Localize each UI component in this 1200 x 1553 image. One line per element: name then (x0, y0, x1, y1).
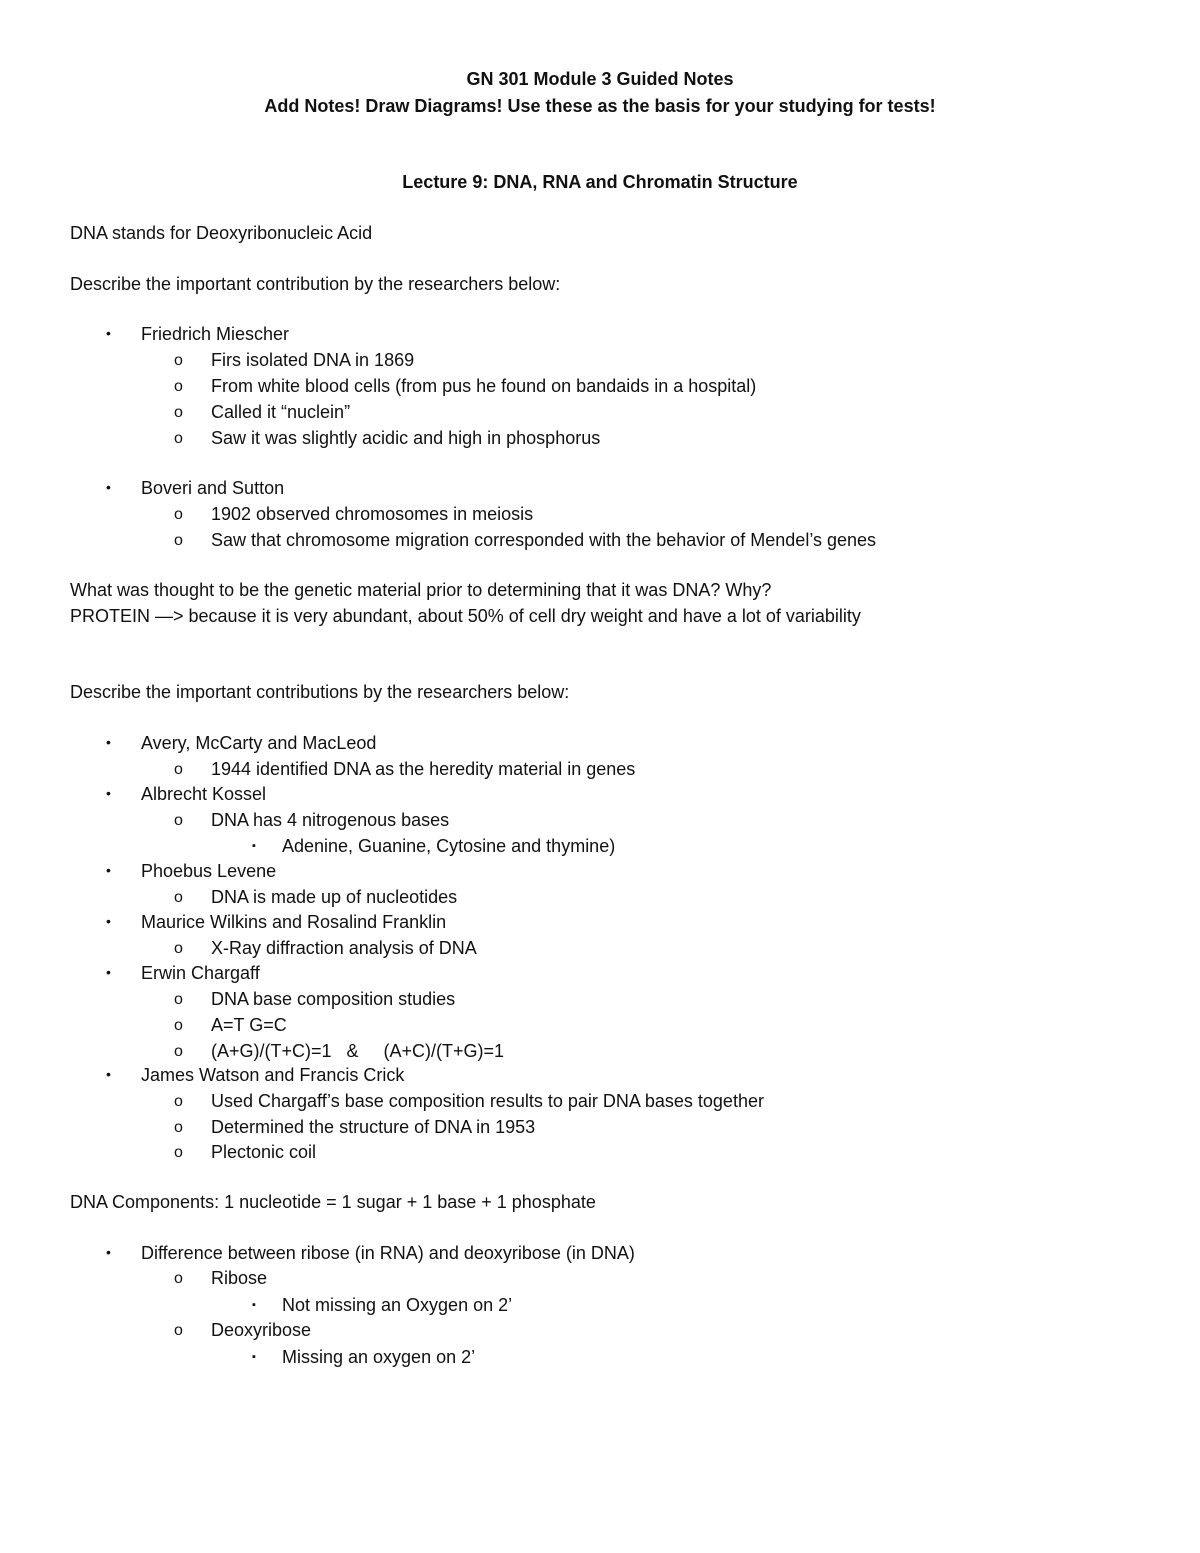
list-item: DNA is made up of nucleotides (211, 887, 458, 907)
dna-definition: DNA stands for Deoxyribonucleic Acid (70, 223, 373, 243)
list-item: Ribose (211, 1268, 268, 1288)
circle-bullet-icon: o (174, 812, 183, 829)
list-item: Saw that chromosome migration corresponded with the behavior of Mendel’s genes (211, 530, 877, 550)
document-title: GN 301 Module 3 Guided Notes (466, 69, 734, 89)
square-bullet-icon: ▪ (252, 1351, 256, 1363)
circle-bullet-icon: o (174, 1322, 183, 1339)
dna-components: DNA Components: 1 nucleotide = 1 sugar + 1 base + 1 phosphate (70, 1192, 596, 1212)
circle-bullet-icon: o (174, 378, 183, 395)
circle-bullet-icon: o (174, 940, 183, 957)
list-item: Deoxyribose (211, 1320, 312, 1340)
list-item: Used Chargaff’s base composition results to pair DNA bases together (211, 1091, 764, 1111)
list-item: Missing an oxygen on 2’ (282, 1347, 476, 1367)
ribose-difference: Difference between ribose (in RNA) and deoxyribose (in DNA) (141, 1243, 635, 1263)
list-item: Plectonic coil (211, 1142, 317, 1162)
question-text: What was thought to be the genetic material prior to determining that it was DNA? Why? (70, 580, 772, 600)
list-item: Not missing an Oxygen on 2’ (282, 1295, 513, 1315)
list-item: From white blood cells (from pus he found on bandaids in a hospital) (211, 376, 757, 396)
circle-bullet-icon: o (174, 1043, 183, 1060)
list-item: Saw it was slightly acidic and high in phosphorus (211, 428, 601, 448)
bullet-icon: • (106, 785, 111, 801)
researcher-miescher: Friedrich Miescher (141, 324, 290, 344)
circle-bullet-icon: o (174, 1017, 183, 1034)
bullet-icon: • (106, 1066, 111, 1082)
square-bullet-icon: ▪ (252, 1299, 256, 1311)
lecture-heading: Lecture 9: DNA, RNA and Chromatin Structure (402, 172, 798, 192)
document-subtitle: Add Notes! Draw Diagrams! Use these as the basis for your studying for tests! (264, 96, 936, 116)
list-item: Firs isolated DNA in 1869 (211, 350, 415, 370)
circle-bullet-icon: o (174, 889, 183, 906)
bullet-icon: • (106, 325, 111, 341)
bullet-icon: • (106, 479, 111, 495)
list-item: A=T G=C (211, 1015, 287, 1035)
researcher-chargaff: Erwin Chargaff (141, 963, 260, 983)
question-answer: PROTEIN —> because it is very abundant, about 50% of cell dry weight and have a lot of variability (70, 606, 861, 626)
list-item: DNA base composition studies (211, 989, 456, 1009)
circle-bullet-icon: o (174, 1093, 183, 1110)
circle-bullet-icon: o (174, 532, 183, 549)
list-item: X-Ray diffraction analysis of DNA (211, 938, 477, 958)
list-item: DNA has 4 nitrogenous bases (211, 810, 450, 830)
bullet-icon: • (106, 1244, 111, 1260)
bullet-icon: • (106, 964, 111, 980)
circle-bullet-icon: o (174, 1119, 183, 1136)
section-prompt: Describe the important contributions by the researchers below: (70, 682, 570, 702)
circle-bullet-icon: o (174, 404, 183, 421)
circle-bullet-icon: o (174, 991, 183, 1008)
list-item: Adenine, Guanine, Cytosine and thymine) (282, 836, 616, 856)
researcher-watson-crick: James Watson and Francis Crick (141, 1065, 405, 1085)
list-item: 1944 identified DNA as the heredity material in genes (211, 759, 636, 779)
list-item: Determined the structure of DNA in 1953 (211, 1117, 536, 1137)
researcher-wilkins: Maurice Wilkins and Rosalind Franklin (141, 912, 447, 932)
circle-bullet-icon: o (174, 352, 183, 369)
researcher-boveri: Boveri and Sutton (141, 478, 285, 498)
researcher-kossel: Albrecht Kossel (141, 784, 267, 804)
bullet-icon: • (106, 913, 111, 929)
list-item: (A+G)/(T+C)=1 & (A+C)/(T+G)=1 (211, 1041, 505, 1061)
list-item: 1902 observed chromosomes in meiosis (211, 504, 534, 524)
bullet-icon: • (106, 862, 111, 878)
square-bullet-icon: ▪ (252, 840, 256, 852)
researcher-avery: Avery, McCarty and MacLeod (141, 733, 377, 753)
circle-bullet-icon: o (174, 430, 183, 447)
list-item: Called it “nuclein” (211, 402, 351, 422)
circle-bullet-icon: o (174, 1270, 183, 1287)
bullet-icon: • (106, 734, 111, 750)
circle-bullet-icon: o (174, 1144, 183, 1161)
circle-bullet-icon: o (174, 761, 183, 778)
circle-bullet-icon: o (174, 506, 183, 523)
section-prompt: Describe the important contribution by the researchers below: (70, 274, 561, 294)
researcher-levene: Phoebus Levene (141, 861, 277, 881)
